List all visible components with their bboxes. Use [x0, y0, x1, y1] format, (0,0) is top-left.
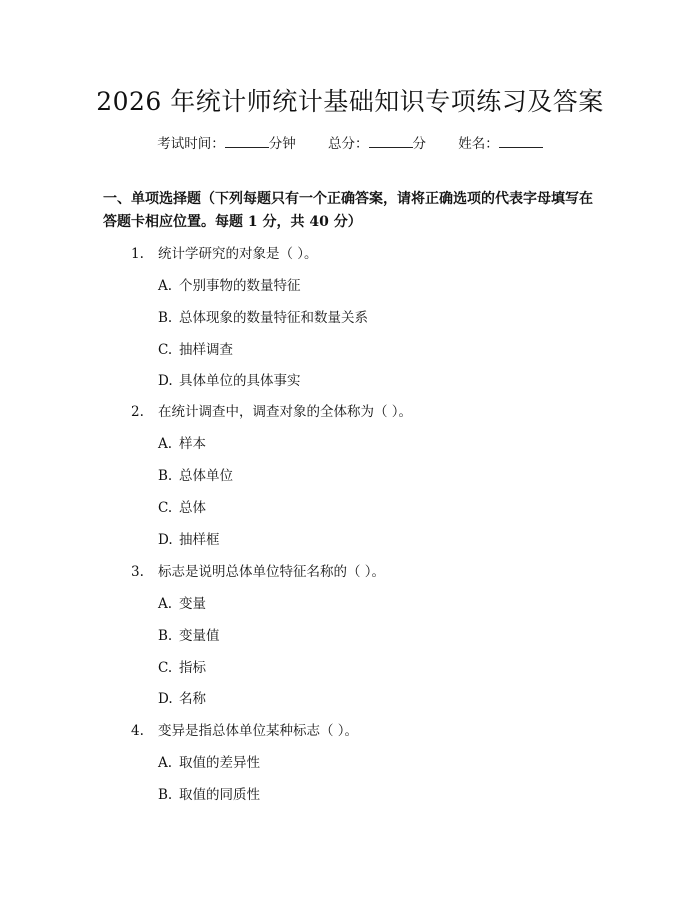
option-letter: A. — [158, 755, 173, 771]
question-4 — [131, 722, 358, 740]
name-field — [458, 132, 543, 152]
option-2c — [158, 499, 206, 517]
option-text: 总体 — [179, 500, 206, 516]
question-number: 2. — [131, 404, 144, 420]
option-text: 指标 — [179, 660, 206, 676]
option-letter: A. — [158, 278, 173, 294]
question-number: 1. — [131, 246, 144, 262]
option-letter: C. — [158, 660, 173, 676]
name-blank — [499, 135, 543, 148]
option-letter: D. — [158, 691, 173, 707]
option-letter: B. — [158, 787, 173, 803]
question-1 — [131, 245, 318, 263]
exam-time-blank — [225, 135, 269, 148]
option-letter: B. — [158, 468, 173, 484]
option-letter: D. — [158, 373, 173, 389]
exam-time-unit: 分钟 — [268, 136, 296, 152]
question-number: 3. — [131, 564, 144, 580]
option-letter: A. — [158, 596, 173, 612]
option-1b — [158, 309, 368, 327]
option-text: 总体现象的数量特征和数量关系 — [179, 310, 368, 326]
exam-time-label: 考试时间： — [157, 136, 225, 152]
option-text: 样本 — [179, 436, 206, 452]
option-letter: C. — [158, 342, 173, 358]
option-letter: C. — [158, 500, 173, 516]
exam-info-line — [0, 132, 700, 152]
option-4b — [158, 786, 260, 804]
option-1d — [158, 372, 301, 390]
option-text: 抽样框 — [179, 532, 220, 548]
option-text: 个别事物的数量特征 — [179, 278, 301, 294]
option-text: 抽样调查 — [179, 342, 233, 358]
option-3a — [158, 595, 206, 613]
option-1a — [158, 277, 301, 295]
option-2b — [158, 467, 233, 485]
total-score-label: 总分： — [328, 136, 369, 152]
question-3 — [131, 563, 385, 581]
document-title: 2026 年统计师统计基础知识专项练习及答案 — [96, 87, 604, 116]
question-text: 标志是说明总体单位特征名称的（ ）。 — [158, 564, 386, 580]
option-text: 变量 — [179, 596, 206, 612]
option-text: 变量值 — [179, 628, 220, 644]
option-letter: A. — [158, 436, 173, 452]
question-text: 变异是指总体单位某种标志（ ）。 — [158, 723, 359, 739]
total-score-unit: 分 — [412, 136, 426, 152]
option-letter: B. — [158, 628, 173, 644]
question-text: 统计学研究的对象是（ ）。 — [158, 246, 318, 262]
question-2 — [131, 403, 412, 421]
option-text: 总体单位 — [179, 468, 233, 484]
name-label: 姓名： — [458, 136, 499, 152]
option-2d — [158, 531, 220, 549]
option-3c — [158, 659, 206, 677]
option-text: 具体单位的具体事实 — [179, 373, 301, 389]
total-score-field — [328, 132, 426, 152]
option-1c — [158, 341, 233, 359]
option-text: 名称 — [179, 691, 206, 707]
option-4a — [158, 754, 260, 772]
question-text: 在统计调查中，调查对象的全体称为（ ）。 — [158, 404, 413, 420]
total-score-blank — [369, 135, 413, 148]
option-3d — [158, 690, 206, 708]
exam-time-field — [157, 132, 296, 152]
option-letter: B. — [158, 310, 173, 326]
option-2a — [158, 435, 206, 453]
option-3b — [158, 627, 220, 645]
option-text: 取值的同质性 — [179, 787, 260, 803]
option-text: 取值的差异性 — [179, 755, 260, 771]
question-number: 4. — [131, 723, 144, 739]
option-letter: D. — [158, 532, 173, 548]
section-heading: 一、单项选择题（下列每题只有一个正确答案，请将正确选项的代表字母填写在答题卡相应位置。每题 1 分，共 40 分） — [103, 191, 593, 230]
